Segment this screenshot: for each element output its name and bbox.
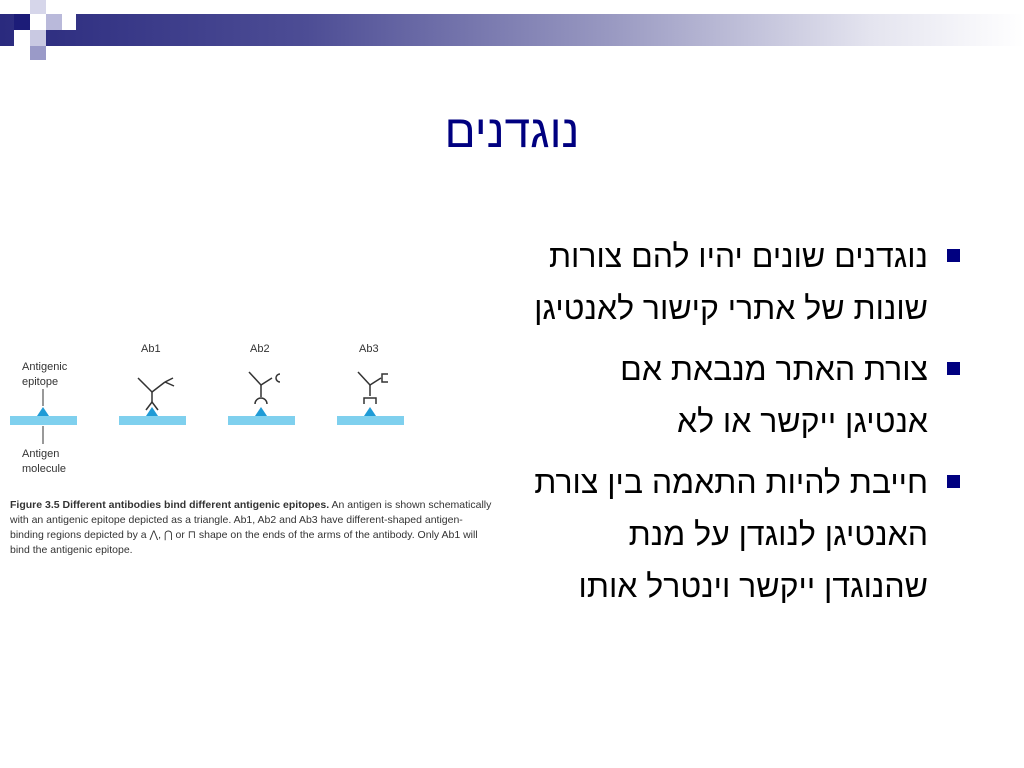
header-decoration <box>0 0 1024 62</box>
deco-square <box>30 46 46 60</box>
square-bullet-icon <box>947 475 960 488</box>
caption-text: An antigen is shown schematically with an antigenic epitope depicted as a triangle. Ab1, Ab2 and Ab3 have different-shaped antigen-binding regions depicted by a ⋀, ⋂ or ⊓ shape on the ends of the arms of the antibody. Only Ab1 will bind the antigenic epitope. <box>10 499 492 556</box>
label-molecule: molecule <box>22 463 67 475</box>
antigen-bar <box>119 416 186 425</box>
antigen-bar <box>228 416 295 425</box>
antibody-ab1 <box>138 378 174 410</box>
deco-square <box>46 14 62 30</box>
bullet-text: חייבת להיות התאמה בין צורת האנטיגן לנוגדן על מנת שהנוגדן ייקשר וינטרל אותו <box>534 464 928 604</box>
epitope-triangle <box>255 407 267 416</box>
bullet-item <box>534 230 964 334</box>
deco-square <box>14 30 30 46</box>
bullet-item <box>534 456 964 612</box>
square-bullet-icon <box>947 362 960 375</box>
antibody-ab3 <box>358 372 388 404</box>
header-gradient-bar <box>0 14 1024 46</box>
slide-title: נוגדנים <box>444 105 580 157</box>
antibody-ab2 <box>249 372 280 404</box>
antigen-bar <box>10 416 77 425</box>
bullet-text: צורת האתר מנבאת אם אנטיגן ייקשר או לא <box>620 351 928 439</box>
epitope-triangle <box>37 407 49 416</box>
label-ab2: Ab2 <box>250 343 270 355</box>
bullet-text: נוגדנים שונים יהיו להם צורות שונות של אתרי קישור לאנטיגן <box>534 238 928 326</box>
antigen-bar <box>337 416 404 425</box>
deco-square <box>30 0 46 14</box>
figure-caption <box>10 498 495 558</box>
deco-square <box>14 14 30 30</box>
deco-square <box>0 0 14 14</box>
label-ab3: Ab3 <box>359 343 379 355</box>
label-antigenic: Antigenic <box>22 361 68 373</box>
deco-square <box>30 14 46 30</box>
label-ab1: Ab1 <box>141 343 161 355</box>
bullet-item <box>534 343 964 447</box>
epitope-triangle <box>364 407 376 416</box>
caption-title: Figure 3.5 Different antibodies bind different antigenic epitopes. <box>10 499 330 511</box>
square-bullet-icon <box>947 249 960 262</box>
label-epitope: epitope <box>22 376 59 388</box>
bullet-list <box>534 230 964 621</box>
antibody-diagram <box>0 330 500 495</box>
deco-square <box>46 0 62 14</box>
deco-square <box>30 30 46 46</box>
label-antigen: Antigen <box>22 448 60 460</box>
antibody-figure <box>0 330 500 570</box>
deco-square <box>62 14 76 30</box>
